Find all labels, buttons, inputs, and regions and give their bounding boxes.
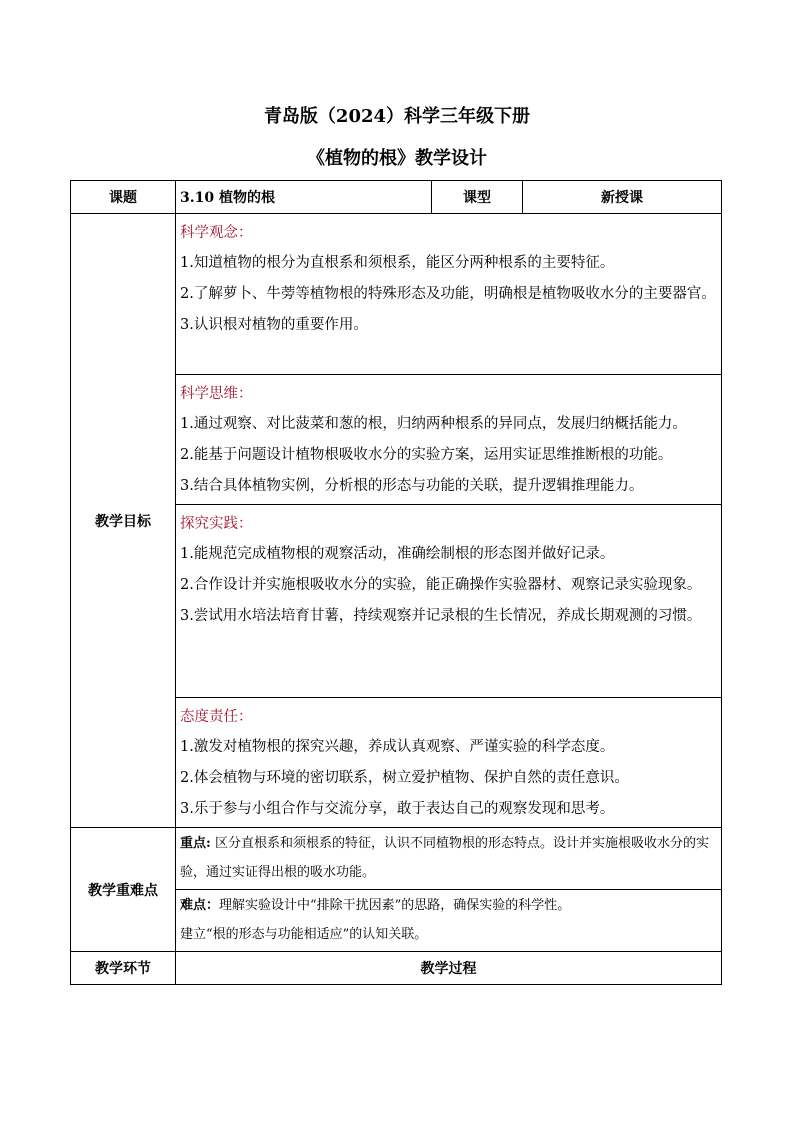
label-key-points: 教学重难点 [71,828,176,952]
difficulty-cell [176,890,722,952]
goals-science-thinking [176,375,722,505]
document-subtitle: 《植物的根》教学设计 [307,148,487,169]
label-goals: 教学目标 [71,214,176,828]
difficulty-label: 难点： [180,898,220,913]
goal-item: 2.合作设计并实施根吸收水分的实验，能正确操作实验器材、观察记录实验现象。 [180,577,702,593]
goal-item: 1.知道植物的根分为直根系和须根系，能区分两种根系的主要特征。 [180,255,615,271]
key-text: 区分直根系和须根系的特征，认识不同植物根的形态特点。设计并实施根吸收水分的实验，通过实证得出根的吸水功能。 [180,836,709,880]
section-title: 态度责任： [180,709,253,725]
goals-attitude [176,698,722,828]
label-type: 课型 [432,181,523,214]
goal-item: 2.了解萝卜、牛蒡等植物根的特殊形态及功能，明确根是植物吸收水分的主要器官。 [180,286,716,302]
goal-item: 1.激发对植物根的探究兴趣，养成认真观察、严谨实验的科学态度。 [180,739,615,755]
topic-value: 3.10 植物的根 [176,181,432,214]
goal-item: 3.结合具体植物实例，分析根的形态与功能的关联，提升逻辑推理能力。 [180,478,644,494]
lesson-plan-table [70,180,722,985]
goal-item: 2.能基于问题设计植物根吸收水分的实验方案，运用实证思维推断根的功能。 [180,447,673,463]
label-stage: 教学环节 [71,952,176,985]
goal-item: 1.能规范完成植物根的观察活动，准确绘制根的形态图并做好记录。 [180,546,615,562]
goal-item: 3.尝试用水培法培育甘薯，持续观察并记录根的生长情况，养成长期观测的习惯。 [180,608,702,624]
goal-item: 3.认识根对植物的重要作用。 [180,317,368,333]
section-title: 科学观念： [180,225,253,241]
type-value: 新授课 [523,181,722,214]
section-title: 探究实践： [180,516,253,532]
document-title: 青岛版（2024）科学三年级下册 [263,106,531,127]
key-label: 重点: [180,836,211,851]
key-point-row [71,828,722,890]
goal-item: 1.通过观察、对比菠菜和葱的根，归纳两种根系的异同点，发展归纳概括能力。 [180,416,687,432]
label-topic: 课题 [71,181,176,214]
difficulty-text: 理解实验设计中“排除干扰因素”的思路，确保实验的科学性。 [219,898,571,913]
section-title: 科学思维： [180,386,253,402]
header-row [71,181,722,214]
footer-row [71,952,722,985]
goal-item: 3.乐于参与小组合作与交流分享，敢于表达自己的观察发现和思考。 [180,801,615,817]
goals-section-1 [71,214,722,375]
difficulty-text-2: 建立“根的形态与功能相适应”的认知关联。 [180,927,428,942]
goal-item: 2.体会植物与环境的密切联系，树立爱护植物、保护自然的责任意识。 [180,770,629,786]
label-process: 教学过程 [176,952,722,985]
goals-inquiry-practice [176,505,722,698]
key-point-cell [176,828,722,890]
goals-science-concept [176,214,722,375]
